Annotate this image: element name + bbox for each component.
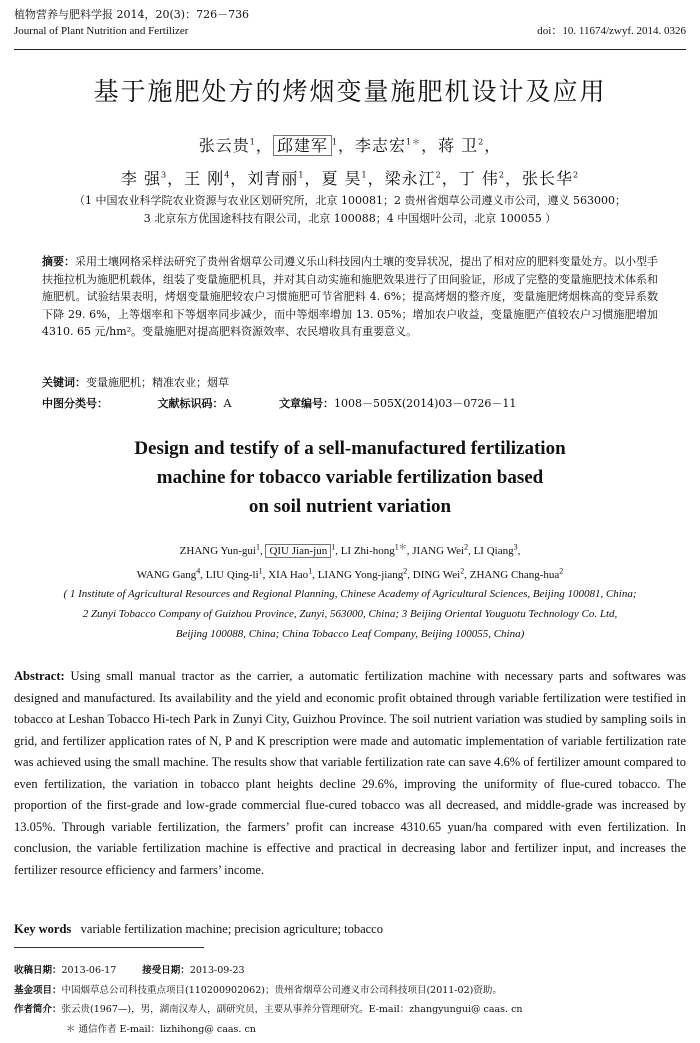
fund-label: 基金项目： (14, 984, 62, 996)
author-affiliation-marker: 2 (498, 170, 505, 180)
en-keywords-label: Key words (14, 922, 72, 936)
en-affiliation-line-1: ( 1 Institute of Agricultural Resources and Regional Planning, Chinese Academy of Agricultural Sciences, Beijing 100081, China; (63, 588, 637, 600)
accepted-date: 2013-09-23 (189, 965, 245, 976)
author-name: 邱建军 (273, 135, 332, 156)
author-separator: , (517, 544, 521, 557)
author-affiliation-marker: 1＊ (394, 542, 407, 551)
en-title-line-3: on soil nutrient variation (248, 496, 452, 517)
author-name: 蒋 卫 (438, 136, 479, 155)
received-date: 2013-06-17 (61, 965, 117, 976)
author-name: JIANG Wei (412, 544, 465, 557)
author-affiliation-marker: 1 (331, 137, 338, 147)
author-bio-label: 作者简介： (14, 1004, 62, 1015)
author-affiliation-marker: 1 (255, 542, 260, 551)
author (355, 136, 438, 155)
author-name: 刘青丽 (247, 169, 299, 188)
author-affiliation-marker: 2 (464, 542, 469, 551)
author-bio-line (14, 1000, 686, 1020)
author-separator: ， (484, 136, 502, 155)
author-separator: , (468, 544, 474, 557)
doi: doi：10. 11674/zwyf. 2014. 0326 (537, 25, 686, 37)
en-affiliations (14, 584, 686, 644)
en-title-line-2: machine for tobacco variable fertilization based (156, 467, 544, 488)
author (265, 542, 341, 557)
author (179, 542, 266, 557)
cn-classification (42, 395, 658, 411)
header-rule (14, 49, 686, 50)
doc-code: A (223, 397, 232, 410)
author-affiliation-marker: 2 (572, 170, 580, 180)
author (340, 542, 413, 557)
footnotes (14, 961, 686, 1039)
en-abstract (14, 666, 686, 881)
en-title (0, 434, 700, 521)
author-affiliation-marker: 4 (196, 566, 201, 575)
author-separator: , (406, 544, 413, 557)
author (522, 169, 579, 188)
received-label: 收稿日期： (14, 965, 62, 976)
author (469, 566, 564, 581)
author-name: LI Qiang (473, 544, 514, 557)
author (473, 542, 521, 557)
author-separator: ， (255, 136, 273, 155)
author (121, 169, 184, 188)
cn-abstract-text: 采用土壤网格采样法研究了贵州省烟草公司遵义乐山科技园内土壤的变异状况，提出了相对应的肥料变量处方。以小型手扶拖拉机为施肥机载体，组装了变量施肥机具，并对其自动实施和施肥效果进行了田间验证，形成了完整的变量施肥技术体系和施肥机。试验结果表明，烤烟变量施肥较农户习惯施肥可节省肥料 4. 6%；提高烤烟的整齐度，变量施肥烤烟株高的变异系数下降 29. 6%，上等烟率和下等烟率同步减少，而中等烟率增加 13. 05%；增加农户收益，变量施肥产值较农户习惯施肥增加 4310. 65 元/hm²。变量施肥对提高肥料资源效率、农民增收具有重要意义。 (42, 255, 658, 339)
author-name: DING Wei (412, 568, 461, 581)
cn-authors-line-2 (20, 166, 680, 189)
author (273, 136, 355, 155)
corresponding-author: ＊ 通信作者 E-mail：lizhihong@ caas. cn (66, 1023, 256, 1035)
cn-authors-line-1 (20, 133, 680, 156)
author-name: 李志宏 (354, 136, 406, 155)
accepted-label: 接受日期： (142, 965, 190, 976)
fund-text: 中国烟草总公司科技重点项目(110200902062)；贵州省烟草公司遵义市公司科技项目(2011-02)资助。 (61, 984, 502, 996)
author (205, 566, 269, 581)
author-bio-text: 张云贵(1967—)，男，湖南汉寿人，副研究员，主要从事养分管理研究。E-mail：zhangyungui@ caas. cn (61, 1004, 523, 1015)
author-separator: , (407, 568, 413, 581)
author-name: LIANG Yong-jiang (317, 568, 404, 581)
author-separator: , (262, 568, 269, 581)
author-affiliation-marker: 1 (258, 566, 263, 575)
author (412, 566, 470, 581)
author-affiliation-marker: 3 (513, 542, 518, 551)
author-name: ZHANG Yun-gui (179, 544, 256, 557)
received-accepted-line (14, 961, 686, 981)
en-title-line-1: Design and testify of a sell-manufactured fertilization (134, 438, 566, 459)
author-name: 张云贵 (198, 136, 250, 155)
author (412, 542, 474, 557)
author (184, 169, 247, 188)
cn-affiliation-line-2: 3 北京东方优国途科技有限公司，北京 100088；4 中国烟叶公司，北京 100055 ） (143, 212, 557, 225)
footnote-separator (14, 947, 204, 948)
author-affiliation-marker: 2 (478, 137, 485, 147)
cn-abstract-label: 摘要： (42, 255, 75, 268)
author (199, 136, 273, 155)
clc-label: 中图分类号： (42, 397, 108, 410)
author-separator: ， (367, 169, 385, 188)
author-affiliation-marker: 1 (361, 170, 368, 180)
en-authors-line-2 (10, 566, 690, 581)
running-head (14, 6, 686, 40)
cn-affiliation-line-1: （1 中国农业科学院农业资源与农业区划研究所，北京 100081；2 贵州省烟草公司遵义市公司，遵义 563000； (74, 194, 626, 207)
author-separator: , (312, 568, 318, 581)
author-separator: , (200, 568, 206, 581)
author-separator: , (335, 544, 341, 557)
en-keywords (14, 922, 686, 937)
author-affiliation-marker: 1 (249, 137, 256, 147)
author-separator: ， (304, 169, 322, 188)
cn-keywords-label: 关键词： (42, 376, 86, 389)
author-affiliation-marker: 1＊ (405, 137, 422, 147)
author-separator: , (259, 544, 266, 557)
author-name: 丁 伟 (458, 169, 499, 188)
author-affiliation-marker: 3 (161, 170, 168, 180)
author (136, 566, 206, 581)
author-name: LIU Qing-li (205, 568, 259, 581)
author-name: 夏 昊 (321, 169, 362, 188)
en-keywords-text: variable fertilization machine; precision agriculture; tobacco (80, 922, 383, 936)
en-authors-line-1 (10, 541, 690, 557)
author-affiliation-marker: 4 (224, 170, 231, 180)
author-separator: ， (441, 169, 459, 188)
doc-code-label: 文献标识码： (157, 397, 224, 410)
author-affiliation-marker: 2 (460, 566, 465, 575)
author-name: WANG Gang (136, 568, 197, 581)
en-affiliation-line-2: 2 Zunyi Tobacco Company of Guizhou Province, Zunyi, 563000, China; 3 Beijing Oriental Youguotu Technology Co. Ltd, (82, 608, 618, 620)
author-affiliation-marker: 2 (435, 170, 442, 180)
author-separator: , (464, 568, 470, 581)
author-name: 张长华 (521, 169, 573, 188)
running-head-en-row (14, 23, 686, 40)
author-name: 梁永江 (384, 169, 436, 188)
author-name: XIA Hao (268, 568, 309, 581)
author-affiliation-marker: 2 (559, 566, 564, 575)
journal-citation-cn: 植物营养与肥料学报 2014，20(3)：726－736 (14, 8, 250, 21)
author (459, 169, 522, 188)
cn-keywords-text: 变量施肥机；精准农业；烟草 (86, 376, 229, 389)
author (317, 566, 413, 581)
author-separator: ， (230, 169, 248, 188)
article-no-label: 文章编号： (279, 397, 334, 410)
author-name: 李 强 (120, 169, 161, 188)
en-affiliation-line-3: Beijing 100088, China; China Tobacco Leaf Company, Beijing 100055, China) (175, 628, 525, 640)
journal-name-en: Journal of Plant Nutrition and Fertilizer (14, 25, 189, 37)
en-abstract-text: Using small manual tractor as the carrier, a automatic fertilization machine with necessary parts and softwares was designed and manufactured. Its availability and the yield and economic profit obtained through variable fertilization were testified in tobacco at Leshan Tobacco Hi-tech Park in Zunyi City, Guizhou Province. The soil nutrient variation was studied by sampling soils in grid, and fertilizer application rates of N, P and K prescription were made and automatic implementation of variable fertilization rate was achieved using the small machine. The results show that variable fertilization rate can save 4.6% of fertilizer amount compared to even fertilization, the variation in tobacco plant heights decline 29.6%, improving the uniformity of flue-cured tobacco. The proportion of the first-grade and low-grade commercial flue-cured tobacco was all decreased, and middle-grade was increased by 13.05%. Through variable fertilization, the farmers’ profit can increase 4310.65 yuan/ha compared with even fertilization. In conclusion, the variable fertilization machine is effective and practical in decreasing labor and fertilizer input, and increases the fertilizer resource efficiency and farmers’ income. (14, 669, 687, 877)
author-name: 王 刚 (184, 169, 225, 188)
article-no: 1008－505X(2014)03－0726－11 (334, 397, 517, 410)
author (268, 566, 318, 581)
cn-keywords (42, 374, 658, 390)
author-name: ZHANG Chang-hua (469, 568, 560, 581)
author-affiliation-marker: 1 (308, 566, 313, 575)
author (385, 169, 459, 188)
author-name: LI Zhi-hong (340, 544, 395, 557)
author-separator: ， (167, 169, 185, 188)
author-separator: ， (504, 169, 522, 188)
author (438, 136, 501, 155)
author-separator: ， (421, 136, 439, 155)
author-affiliation-marker: 1 (331, 542, 336, 551)
author (321, 169, 384, 188)
author-affiliation-marker: 1 (298, 170, 305, 180)
author-name: QIU Jian-jun (265, 544, 331, 558)
cn-title: 基于施肥处方的烤烟变量施肥机设计及应用 (93, 77, 607, 106)
fund-line (14, 981, 686, 1001)
author (247, 169, 321, 188)
author-separator: ， (337, 136, 355, 155)
en-abstract-label: Abstract: (14, 669, 65, 683)
author-affiliation-marker: 2 (403, 566, 408, 575)
cn-abstract (42, 253, 658, 341)
